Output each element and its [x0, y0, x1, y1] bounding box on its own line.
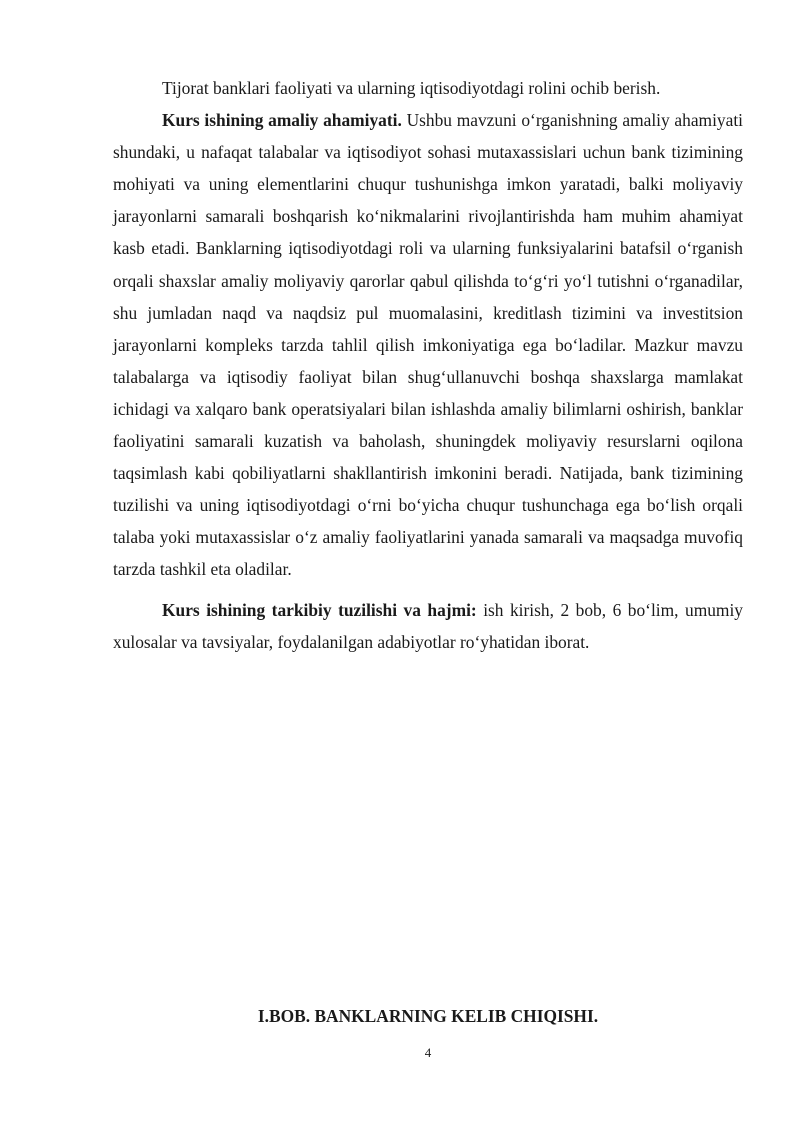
- page-number: 4: [424, 1045, 432, 1060]
- paragraph-intro-line: [113, 72, 743, 104]
- chapter-title: I.BOB. BANKLARNING KELIB CHIQISHI.: [257, 1006, 599, 1026]
- paragraph-text: Tijorat banklari faoliyati va ularning iqtisodiyotdagi rolini ochib berish.: [162, 78, 661, 98]
- paragraph-structure-volume: [113, 594, 743, 658]
- paragraph-lead: Kurs ishining amaliy ahamiyati.: [162, 110, 402, 131]
- paragraph-practical-importance: [113, 104, 743, 585]
- paragraph-lead: Kurs ishining tarkibiy tuzilishi va hajmi:: [162, 599, 477, 620]
- body-text: [113, 72, 743, 658]
- paragraph-text: Ushbu mavzuni o‘rganishning amaliy ahamiyati shundaki, u nafaqat talabalar va iqtisodiyot sohasi mutaxassislari uchun bank tizimining mohiyati va uning elementlarini chuqur tushunishga imkon yaratadi, balki moliyaviy jarayonlarni samarali boshqarish ko‘nikmalarini rivojlantirishda ham muhim ahamiyat kasb etadi. Banklarning iqtisodiyotdagi roli va ularning funksiyalarini batafsil o‘rganish orqali shaxslar amaliy moliyaviy qarorlar qabul qilishda to‘g‘ri yo‘l tutishni o‘rganadilar, shu jumladan naqd va naqdsiz pul muomalasini, kreditlash tizimini va investitsion jarayonlarni kompleks tarzda tahlil qilish imkoniyatiga ega bo‘ladilar. Mazkur mavzu talabalarga va iqtisodiy faoliyat bilan shug‘ullanuvchi boshqa shaxslarga mamlakat ichidagi va xalqaro bank operatsiyalari bilan ishlashda amaliy bilimlarni oshirish, banklar faoliyatini samarali kuzatish va baholash, shuningdek moliyaviy resurslarni oqilona taqsimlash kabi qobiliyatlarni shakllantirish imkonini beradi. Natijada, bank tizimining tuzilishi va uning iqtisodiyotdagi o‘rni bo‘yicha chuqur tushunchaga ega bo‘lish orqali talaba yoki mutaxassislar o‘z amaliy faoliyatlarini yanada samarali va maqsadga muvofiq tarzda tashkil eta oladilar.: [113, 110, 743, 580]
- paragraph-text: ish kirish, 2 bob, 6 bo‘lim, umumiy xulosalar va tavsiyalar, foydalanilgan adabiyotlar ro‘yhatidan iborat.: [113, 599, 743, 652]
